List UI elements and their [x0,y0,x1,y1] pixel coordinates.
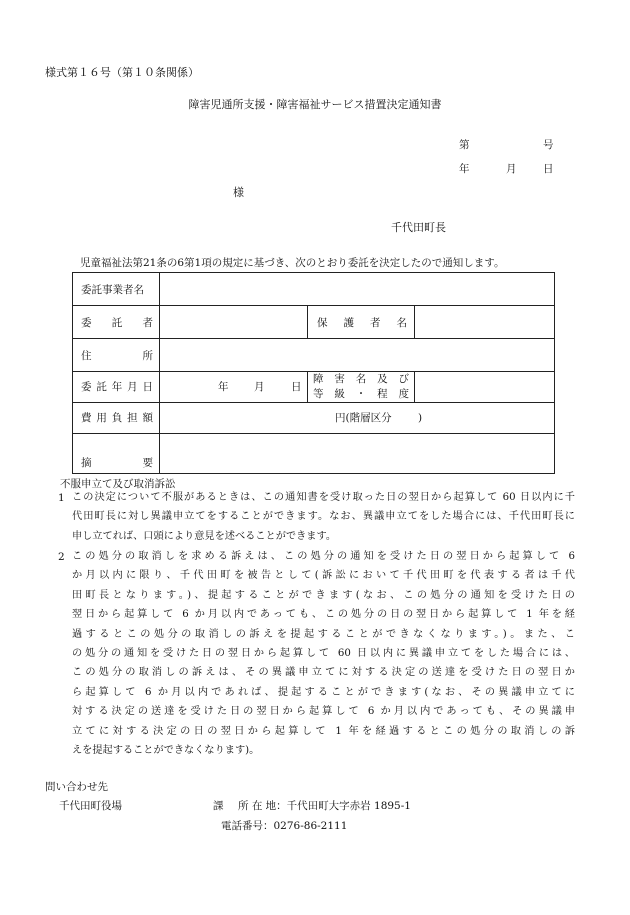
text-line: えを提起することができなくなります)。 [72,745,260,757]
text-line: 代田町長に対し異議申立てをすることができます。なお、異議申立てをした場合には、千代田町長に [72,511,575,523]
table-row-divider [73,338,554,339]
disability-label-line2: 等 級 ・ 程 度 [313,388,409,400]
contractor-name-label: 委託事業者名 [81,284,144,296]
contact-address: 所 在 地：千代田町大字赤岩 1895-1 [238,800,411,812]
issue-day: 日 [543,163,554,175]
text-line: 翌日から起算して 6 か月以内であっても、この処分の日の翌日から起算して 1 年を経 [72,609,575,621]
date-year-unit: 年 [218,381,229,393]
form-number: 様式第１６号（第１０条関係） [45,66,199,79]
text-line: の処分の通知を受けた日の翌日から起算して 60 日以内に異議申立てをした場合には、 [72,648,575,660]
recipient-honorific: 様 [233,186,244,199]
document-title: 障害児通所支援・障害福祉サービス措置決定通知書 [188,98,442,111]
intro-text: 児童福祉法第21条の6第1項の規定に基づき、次のとおり委託を決定したので通知します。 [80,257,505,269]
text-line: 申し立てれば、口頭により意見を述べることができます。 [72,530,337,542]
date-day-unit: 日 [291,381,302,393]
table-row-divider [73,433,554,434]
guardian-label: 保 護 者 名 [317,317,407,329]
text-line: ら起算して 6 か月以内であれば、提起することができます(なお、その異議申立てに [72,686,575,698]
contact-office: 千代田町役場 [59,800,122,812]
number-dai: 第 [459,139,470,151]
disability-label-line1: 障 害 名 及 び [313,373,409,385]
date-month-unit: 月 [254,381,265,393]
address-label: 住 所 [81,350,153,362]
date-label: 委 託 年 月 日 [81,381,153,393]
cost-value: 円(階層区分 [335,412,392,424]
table-col-divider [414,306,415,338]
appeal-item1-text [72,488,575,546]
issue-year: 年 [459,163,470,175]
text-line: 対する決定の送達を受けた日の翌日から起算して 6 か月以内であっても、その異議申 [72,706,575,718]
text-line: 立てに対する決定の日の翌日から起算して 1 年を経過するとこの処分の取消しの訴 [72,725,575,737]
table-col-divider [307,372,308,402]
remarks-label: 摘 要 [81,457,153,469]
issue-month: 月 [506,163,517,175]
contact-section: 課 [213,800,224,812]
text-line: か月以内に限り、千代田町を被告として(訴訟において千代田町を代表する者は千代 [72,570,575,582]
table-col-divider [307,306,308,338]
appeal-item2-number: 2 [58,551,65,563]
text-line: この処分の取消しを求める訴えは、この処分の通知を受けた日の翌日から起算して 6 [72,551,575,562]
text-line: 過するとこの処分の取消しの訴えを提起することができなくなります。)。また、こ [72,628,575,640]
appeal-item1-number: 1 [58,492,65,504]
text-line: 田町長となります。)、提起することができます(なお、この処分の通知を受けた日の [72,589,575,601]
cost-label: 費 用 負 担 額 [81,412,153,424]
contact-title: 問い合わせ先 [45,781,108,793]
appeal-item2-text [72,547,575,760]
consignee-label: 委 託 者 [81,317,153,329]
text-line: この処分の取消しの訴えは、その異議申立てに対する決定の送達を受けた日の翌日か [72,667,575,679]
appeal-section-title: 不服申立て及び取消訴訟 [60,478,176,490]
issuer-name: 千代田町長 [391,221,446,234]
contact-phone: 電話番号：0276-86-2111 [221,820,348,832]
table-col-divider [159,273,160,474]
table-col-divider [414,372,415,402]
decision-table [72,272,555,474]
number-go: 号 [543,139,554,151]
table-row-divider [73,305,554,306]
table-row-divider [73,371,554,372]
table-row-divider [73,402,554,403]
cost-close-paren: ) [418,412,423,424]
text-line: この決定について不服があるときは、この通知書を受け取った日の翌日から起算して 60 日以内に千 [72,492,575,503]
